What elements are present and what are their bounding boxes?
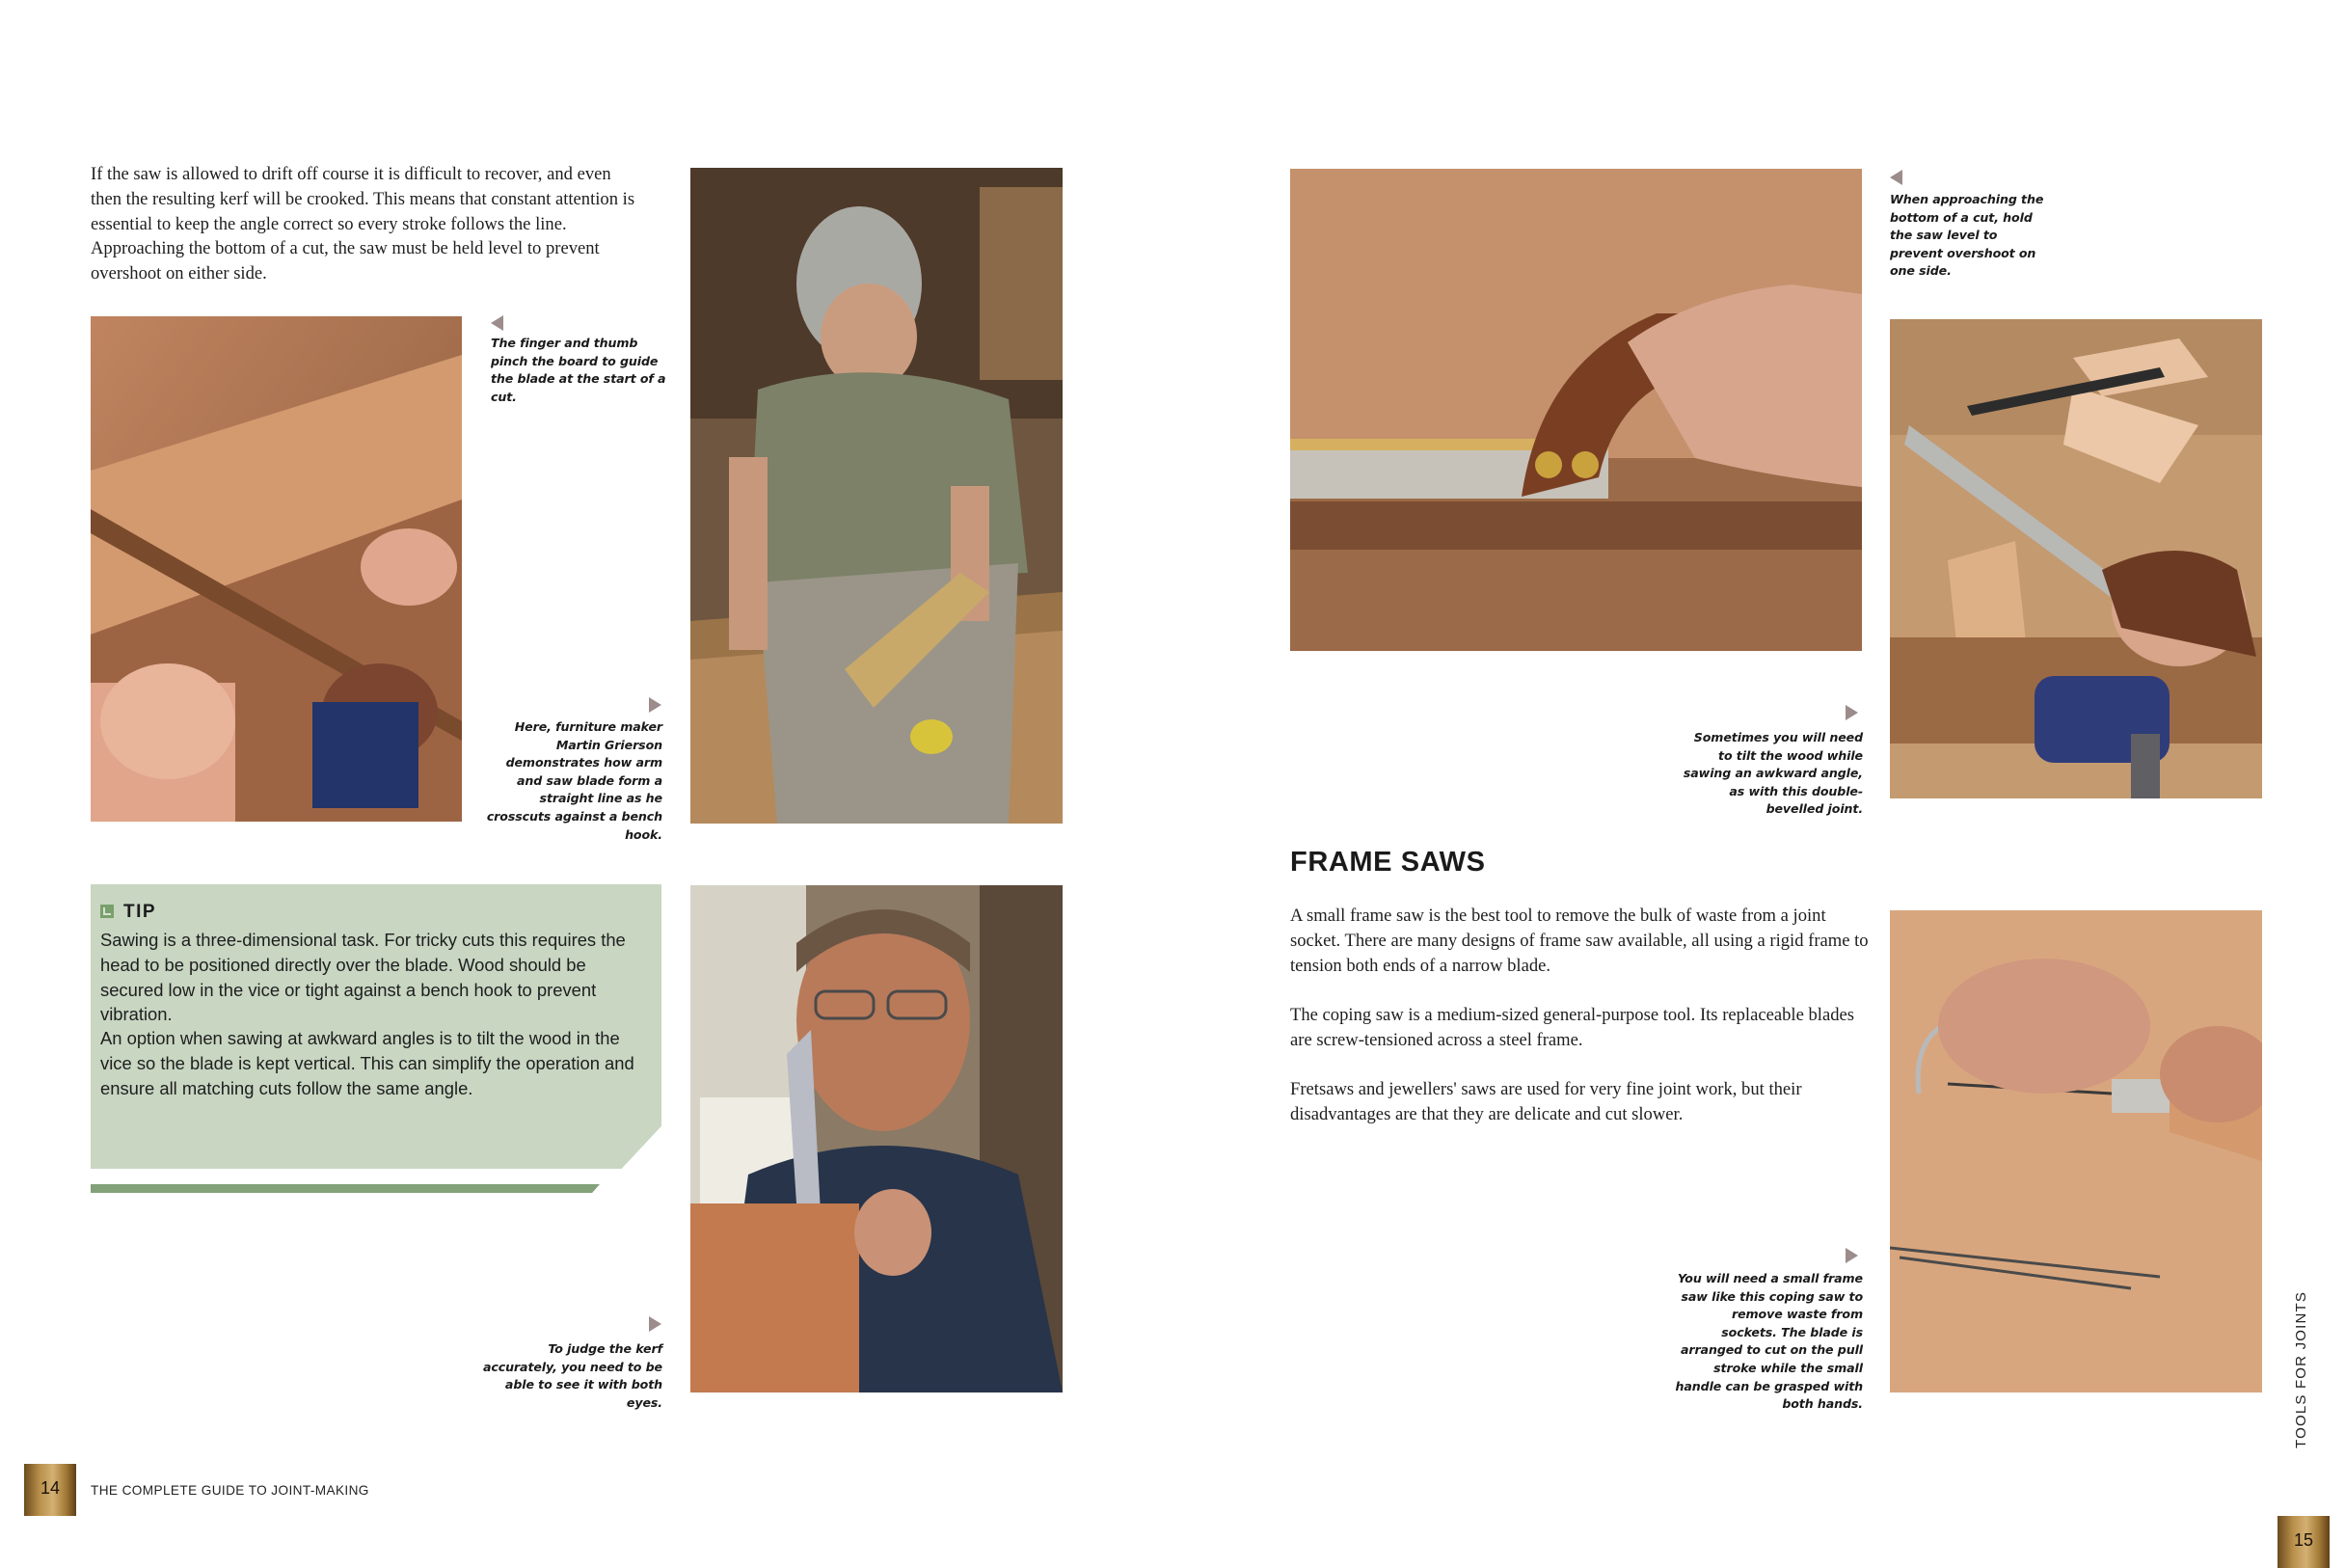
section-side-label: TOOLS FOR JOINTS <box>2293 1290 2309 1448</box>
tip-accent-bar <box>91 1184 600 1193</box>
tip-icon <box>100 905 114 918</box>
photo-saw-level <box>1290 169 1862 651</box>
page-number-badge <box>2278 1516 2330 1568</box>
tip-paragraph-1: Sawing is a three-dimensional task. For tricky cuts this requires the head to be positioned directly over the blade. Wood should be secured low in the vice or tight against a bench hook to prevent vibration. <box>100 930 626 1025</box>
caption-pointer-icon <box>1846 1248 1858 1263</box>
caption-finger-pinch: The finger and thumb pinch the board to guide the blade at the start of a cut. <box>491 336 666 404</box>
caption-kerf: To judge the kerf accurately, you need to be able to see it with both eyes. <box>482 1341 662 1410</box>
intro-paragraph: If the saw is allowed to drift off course it is difficult to recover, and even then the resulting kerf will be crooked. This means that constant attention is essential to keep the angle correct so every stroke follows the line. Approaching the bottom of a cut, the saw must be held level to prevent overshoot on either side. <box>91 164 635 284</box>
caption-saw-level: When approaching the bottom of a cut, hold the saw level to prevent overshoot on one side. <box>1890 192 2044 279</box>
photo-tilted-wood <box>1890 319 2262 798</box>
caption-coping-saw: You will need a small frame saw like this coping saw to remove waste from sockets. The blade is arranged to cut on the pull stroke while the small handle can be grasped with both hands. <box>1675 1271 1863 1412</box>
caption-pointer-icon <box>1890 170 1902 185</box>
frame-saws-paragraph-2: The coping saw is a medium-sized general-purpose tool. Its replaceable blades are screw-tensioned across a steel frame. <box>1290 1005 1854 1050</box>
page-number-badge <box>24 1464 76 1516</box>
running-footer-title: THE COMPLETE GUIDE TO JOINT-MAKING <box>91 1483 369 1498</box>
section-heading: FRAME SAWS <box>1290 847 1486 878</box>
photo-grierson-sawing <box>690 168 1063 824</box>
photo-finger-pinch <box>91 316 462 822</box>
photo-coping-saw <box>1890 910 2262 1392</box>
caption-pointer-icon <box>649 697 661 713</box>
caption-grierson: Here, furniture maker Martin Grierson demonstrates how arm and saw blade form a straight line as he crosscuts against a bench hook. <box>486 719 662 842</box>
caption-tilt-wood: Sometimes you will need to tilt the wood while sawing an awkward angle, as with this double-bevelled joint. <box>1683 730 1863 817</box>
caption-pointer-icon <box>649 1316 661 1332</box>
caption-pointer-icon <box>491 315 503 331</box>
photo-judging-kerf <box>690 885 1063 1392</box>
page-number: 14 <box>40 1478 61 1498</box>
tip-heading: TIP <box>100 902 156 923</box>
frame-saws-paragraph-1: A small frame saw is the best tool to remove the bulk of waste from a joint socket. There are many designs of frame saw available, all using a rigid frame to tension both ends of a narrow blade. <box>1290 906 1869 976</box>
tip-paragraph-2: An option when sawing at awkward angles is to tilt the wood in the vice so the blade is kept vertical. This can simplify the operation and ensure all matching cuts follow the same angle. <box>100 1028 634 1098</box>
frame-saws-paragraph-3: Fretsaws and jewellers' saws are used for very fine joint work, but their disadvantages are that they are delicate and cut slower. <box>1290 1079 1802 1124</box>
caption-pointer-icon <box>1846 705 1858 720</box>
page-number: 15 <box>2293 1530 2314 1550</box>
